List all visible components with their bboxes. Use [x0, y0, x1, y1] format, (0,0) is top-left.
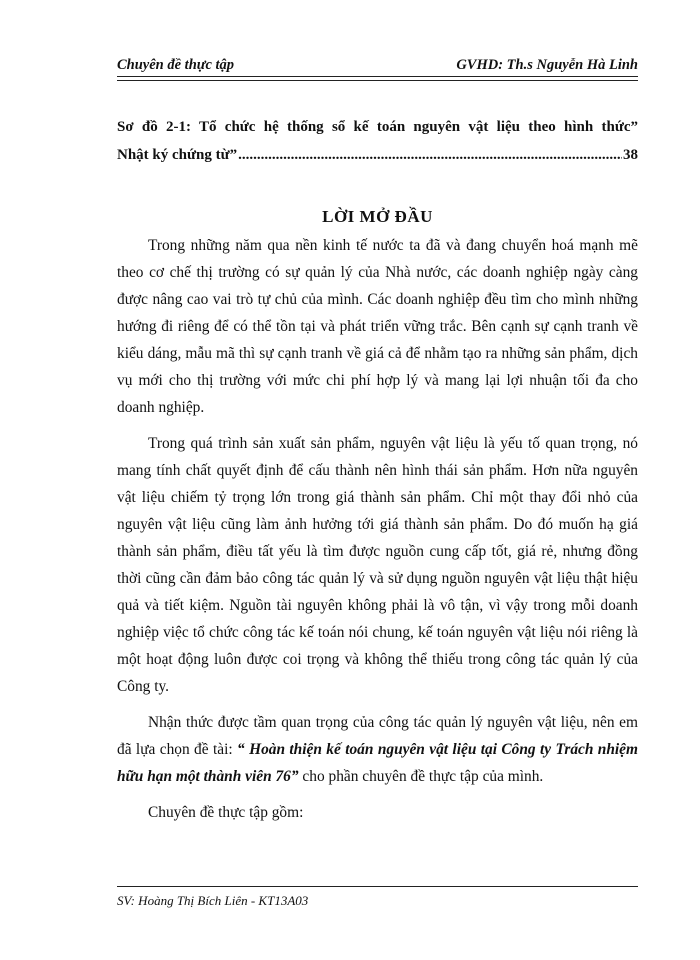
toc-entry	[117, 113, 638, 169]
toc-dot-leader	[238, 141, 622, 169]
page-header	[117, 52, 638, 77]
toc-entry-text: Nhật ký chứng từ”	[117, 147, 238, 163]
page-footer: SV: Hoàng Thị Bích Liên - KT13A03	[117, 893, 309, 908]
toc-page-number: 38	[623, 147, 638, 163]
paragraph-2: Trong quá trình sản xuất sản phẩm, nguyên vật liệu là yếu tố quan trọng, nó mang tính chất quyết định để cấu thành nên hình thái sản phẩm. Hơn nữa nguyên vật liệu chiếm tỷ trọng lớn trong giá thành sản phẩm. Chỉ một thay đổi nhỏ của nguyên vật liệu cũng làm ảnh hưởng tới giá thành sản phẩm. Do đó muốn hạ giá thành sản phẩm, điều tất yếu là tìm được nguồn cung cấp tốt, giá rẻ, nhưng đồng thời cũng cần đảm bảo công tác quản lý và sử dụng nguồn nguyên vật liệu thật hiệu quả và tiết kiệm. Nguồn tài nguyên không phải là vô tận, vì vậy trong mỗi doanh nghiệp việc tổ chức công tác kế toán nói chung, kế toán nguyên vật liệu nói riêng là một hoạt động luôn được coi trọng và không thể thiếu trong công tác quản lý của Công ty.	[117, 435, 638, 695]
section-title: LỜI MỞ ĐẦU	[322, 207, 433, 226]
header-right-text: GVHD: Th.s Nguyễn Hà Linh	[456, 57, 638, 73]
body-text	[117, 232, 638, 835]
header-left-text: Chuyên đề thực tập	[117, 57, 235, 73]
paragraph-3-tail: cho phần chuyên đề thực tập của mình.	[298, 768, 544, 785]
header-rule	[117, 80, 638, 81]
paragraph-3	[117, 709, 638, 790]
toc-entry-line2	[117, 141, 638, 169]
toc-entry-line1: Sơ đồ 2-1: Tổ chức hệ thống sổ kế toán nguyên vật liệu theo hình thức”	[117, 119, 638, 135]
thesis-topic: “ Hoàn thiện kế toán nguyên vật liệu tại Công ty Trách nhiệm hữu hạn một thành viên 76”	[117, 741, 638, 785]
paragraph-3-lead: Nhận thức được tầm quan trọng của công tác quản lý nguyên vật liệu, nên em đã lựa chọn đề tài:	[117, 714, 638, 758]
paragraph-1: Trong những năm qua nền kinh tế nước ta đã và đang chuyển hoá mạnh mẽ theo cơ chế thị trường có sự quản lý của Nhà nước, các doanh nghiệp ngày càng được nâng cao vai trò tự chủ của mình. Các doanh nghiệp đều tìm cho mình những hướng đi riêng để có thể tồn tại và phát triển vững trắc. Bên cạnh sự cạnh tranh về kiểu dáng, mẫu mã thì sự cạnh tranh về giá cả để nhằm tạo ra những sản phẩm, dịch vụ mới cho thị trường với mức chi phí hợp lý và mang lại lợi nhuận tối đa cho doanh nghiệp.	[117, 237, 638, 416]
footer-rule	[117, 886, 638, 887]
paragraph-4: Chuyên đề thực tập gồm:	[148, 804, 304, 821]
